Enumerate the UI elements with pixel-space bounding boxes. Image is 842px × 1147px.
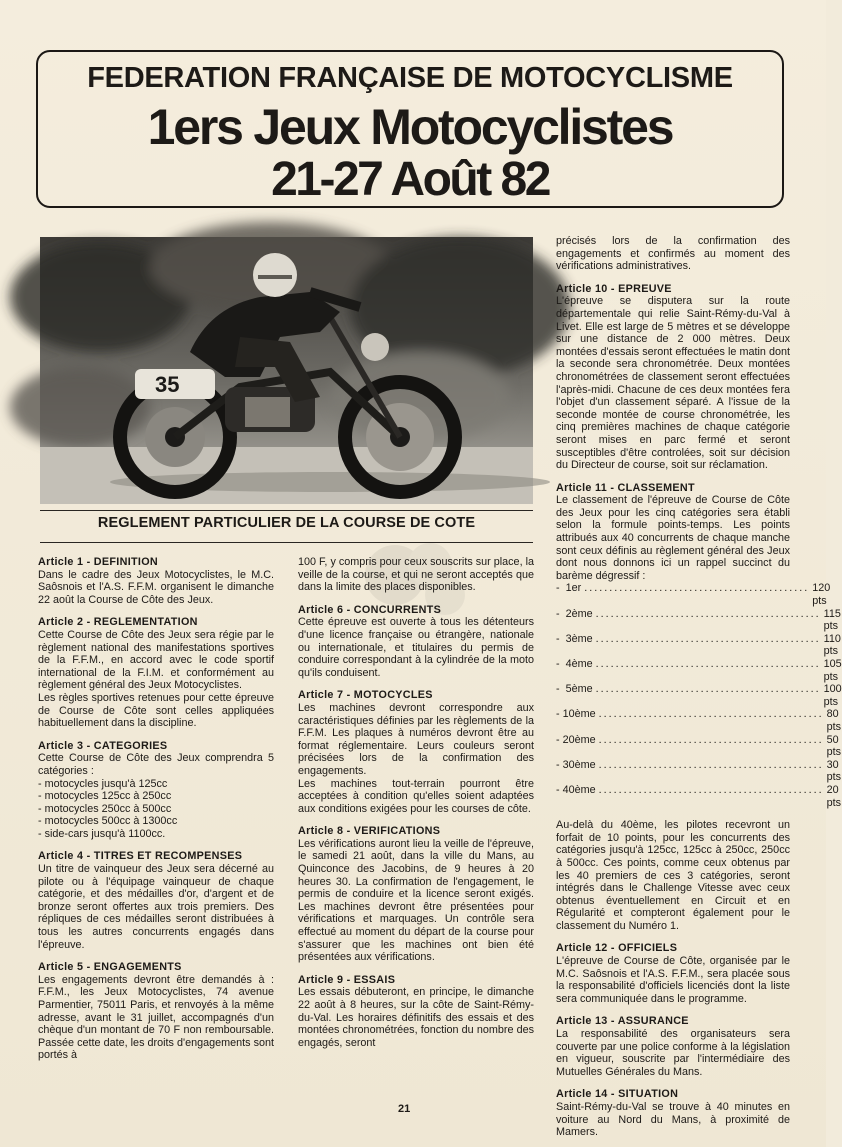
scale-points: 110 pts <box>823 632 841 658</box>
scale-row: - 30ème ............................................. 30 pts <box>556 758 842 784</box>
scale-row: - 2ème ............................................. 115 pts <box>556 607 841 633</box>
article-title: Article 11 - CLASSEMENT <box>556 481 695 494</box>
article-text: Saint-Rémy-du-Val se trouve à 40 minutes en voiture au Nord du Mans, à proximité de Mamers. <box>556 1101 790 1139</box>
motorcycle-rider-image <box>40 237 533 504</box>
scale-row: - 3ème ............................................. 110 pts <box>556 632 841 658</box>
article-9-continued <box>556 235 790 273</box>
article-text: L'épreuve de Course de Côte, organisée par le M.C. Saôsnois et l'A.S. F.F.M., sera placée sous la responsabilité d'officiels licenciés dont la liste sera communiquée dans le programme. <box>556 955 790 1005</box>
scale-row: - 10ème ............................................. 80 pts <box>556 708 842 733</box>
scale-rank: - 2ème <box>556 607 593 620</box>
article-3 <box>38 740 274 841</box>
event-title: 1ers Jeux Motocyclistes <box>147 99 673 155</box>
page-number: 21 <box>398 1103 411 1115</box>
article-title: Article 8 - VERIFICATIONS <box>298 825 441 838</box>
article-text: Cette Course de Côte des Jeux comprendra 5 catégories : <box>38 752 274 777</box>
article-2 <box>38 616 274 729</box>
article-text: Les essais débuteront, en principe, le dimanche 22 août à 8 heures, sur la côte de Saint-Rémy-du-Val. Les horaires définitifs des essais et des montées chronométrées, fonction du nombre des engagés, seront <box>298 986 534 1049</box>
race-photo <box>40 237 533 504</box>
article-text: Le classement de l'épreuve de Course de Côte des Jeux pour les cinq catégories sera établi selon la formule points-temps. Les points attribués aux 40 concurrents de chaque manche sont ceux définis au règlement général des Jeux dont nous donnons ici un rappel succinct du barème dégressif : <box>556 494 790 582</box>
article-9 <box>298 974 534 1050</box>
scale-row: - 40ème ............................................. 20 pts <box>556 783 842 809</box>
article-title: Article 9 - ESSAIS <box>298 973 396 986</box>
scale-rank: - 5ème <box>556 683 593 696</box>
article-title: Article 5 - ENGAGEMENTS <box>38 961 182 974</box>
article-11 <box>556 481 842 933</box>
scale-row: - 5ème ............................................. 100 pts <box>556 683 842 708</box>
article-4 <box>38 850 274 951</box>
federation-title: FEDERATION FRANÇAISE DE MOTOCYCLISME <box>87 62 733 94</box>
article-13 <box>556 1015 790 1078</box>
scale-points: 50 pts <box>826 733 842 759</box>
article-text: Dans le cadre des Jeux Motocyclistes, le M.C. Saôsnois et l'A.S. F.F.M. organisent le dimanche 22 août la Course de Côte des Jeux. <box>38 568 274 606</box>
scale-rank: - 3ème <box>556 632 593 645</box>
column-1 <box>38 556 274 1062</box>
category-item: - motocycles jusqu'à 125cc <box>38 777 168 790</box>
category-item: - motocycles 250cc à 500cc <box>38 802 172 815</box>
scale-points: 115 pts <box>823 607 841 633</box>
article-text: Cette Course de Côte des Jeux sera régie par le règlement national des manifestations sportives de la F.F.M., en accord avec le code sportif international de la F.I.M. et conformément au règlement général des Jeux Motocyclistes. <box>38 628 274 692</box>
scale-points: 80 pts <box>826 708 842 733</box>
event-dates: 21-27 Août 82 <box>271 153 549 206</box>
masthead-box <box>36 50 784 208</box>
points-scale <box>556 582 842 809</box>
scale-row: - 20ème ............................................. 50 pts <box>556 733 842 759</box>
scale-rank: - 30ème <box>556 758 596 771</box>
scale-row: - 4ème ............................................. 105 pts <box>556 658 842 683</box>
article-text: Les vérifications auront lieu la veille de l'épreuve, le samedi 21 août, dans la ville du Mans, au Quinconce des Jacobins, de 9 heures à 20 heures 30. La confirmation de l'engagement, le permis de conduire et la licence seront exigés. Les machines devront être présentées pour vérifications et marquages. Un contrôle sera effectué au moment du départ de la course pour s'assurer que les machines ont bien été présentées aux vérifications. <box>298 837 534 964</box>
top-divider <box>40 510 533 511</box>
scale-rank: - 1er <box>556 582 582 595</box>
article-title: Article 3 - CATEGORIES <box>38 739 168 752</box>
article-text: Les règles sportives retenues pour cette épreuve de Course de Côte sont celles appliquées habituellement dans la discipline. <box>38 691 274 730</box>
scale-rank: - 40ème <box>556 783 596 796</box>
column-3 <box>556 235 842 1139</box>
article-12 <box>556 942 790 1005</box>
article-title: Article 7 - MOTOCYCLES <box>298 689 433 702</box>
article-5-continued <box>298 556 534 594</box>
article-title: Article 6 - CONCURRENTS <box>298 603 442 616</box>
article-title: Article 14 - SITUATION <box>556 1088 679 1101</box>
article-text: Les machines devront correspondre aux caractéristiques définies par les règlements de la F.F.M. Les plaques à numéros devront être au format réglementaire. Leurs couleurs seront précisées lors de la confirmation des engagements. <box>298 701 534 777</box>
article-5 <box>38 961 274 1062</box>
article-text: Les engagements devront être demandés à : F.F.M., les Jeux Motocyclistes, 74 avenue Parmentier, 75011 Paris, et renvoyés à la même adresse, avant le 31 juillet, accompagnés d'un chèque d'un montant de 70 F non remboursable. Passée cette date, les droits d'engagements sont portés à <box>38 973 274 1062</box>
article-text: Les machines tout-terrain pourront être acceptées à condition qu'elles soient adaptées aux conditions exigées pour les courses de côte. <box>298 777 534 815</box>
article-text: précisés lors de la confirmation des engagements et confirmés au moment des vérifications administratives. <box>556 235 790 273</box>
article-title: Article 4 - TITRES ET RECOMPENSES <box>38 850 243 863</box>
article-title: Article 10 - EPREUVE <box>556 282 672 295</box>
article-1 <box>38 556 274 606</box>
column-2 <box>298 556 534 1049</box>
scale-rank: - 10ème <box>556 708 596 721</box>
article-text: La responsabilité des organisateurs sera couverte par une police conforme à la législation en vigueur, souscrite par l'intermédiaire des Mutuelles Générales du Mans. <box>556 1028 790 1078</box>
category-item: - side-cars jusqu'à 1100cc. <box>38 827 166 840</box>
category-item: - motocycles 500cc à 1300cc <box>38 815 178 828</box>
category-item: - motocycles 125cc à 250cc <box>38 790 172 803</box>
race-number: 35 <box>155 372 180 397</box>
scale-points: 30 pts <box>826 758 842 784</box>
article-text: L'épreuve se disputera sur la route départementale qui relie Saint-Rémy-du-Val à Livet. Elle est large de 5 mètres et se développe sur une distance de 2 000 mètres. Deux montées d'essais seront effectuées le matin dont la seconde sera chronométrée. Deux montées chronométrées de classement seront effectuées l'après-midi. Chacune de ces deux montées fera l'objet d'un classement séparé. A l'issue de la seconde montée de course chronométrée, les cinq premières machines de chaque catégorie seront mises en parc fermé et seront susceptibles d'être controlées, soit sur décision du Directeur de course, soit sur réclamation. <box>556 295 790 472</box>
scale-rank: - 20ème <box>556 733 596 746</box>
article-text: Au-delà du 40ème, les pilotes recevront un forfait de 10 points, pour les concurrents des catégories jusqu'à 125cc, 125cc à 250cc, 250cc à 500cc. Ces points, comme ceux obtenus par les 40 premiers de ces 3 catégories, seront intégrés dans le Challenge Vitesse avec ceux obtenus éventuellement en Circuit et en Régularité et compteront également pour le classement du Numéro 1. <box>556 819 790 932</box>
article-10 <box>556 283 790 472</box>
scale-points: 120 pts <box>812 582 831 608</box>
article-title: Article 12 - OFFICIELS <box>556 942 678 955</box>
section-title: REGLEMENT PARTICULIER DE LA COURSE DE COTE <box>97 515 476 531</box>
scale-row: - 1er ............................................. 120 pts <box>556 582 831 608</box>
scale-points: 105 pts <box>823 658 842 683</box>
scale-rank: - 4ème <box>556 658 593 670</box>
article-title: Article 1 - DEFINITION <box>38 556 158 568</box>
article-8 <box>298 825 534 964</box>
article-14 <box>556 1088 790 1138</box>
article-7 <box>298 689 534 815</box>
article-6 <box>298 604 534 680</box>
article-text: Cette épreuve est ouverte à tous les détenteurs d'une licence française ou étrangère, nationale ou internationale, et titulaires du permis de conduire correspondant à la cylindrée de la moto qu'ils conduisent. <box>298 616 534 679</box>
scale-points: 100 pts <box>823 683 842 708</box>
article-text: Un titre de vainqueur des Jeux sera décerné au pilote ou à l'équipage vainqueur de chaque catégorie, et des médailles d'or, d'argent et de bronze seront offertes aux trois premiers. Des répliques de ces médailles seront distribuées à tous les autres concurrents engagés dans l'épreuve. <box>38 863 274 951</box>
scale-points: 20 pts <box>826 783 842 809</box>
article-text: 100 F, y compris pour ceux souscrits sur place, la veille de la course, et qui ne seront acceptés que dans la limite des places disponibles. <box>298 556 534 594</box>
article-title: Article 13 - ASSURANCE <box>556 1015 689 1028</box>
article-title: Article 2 - REGLEMENTATION <box>38 616 198 629</box>
